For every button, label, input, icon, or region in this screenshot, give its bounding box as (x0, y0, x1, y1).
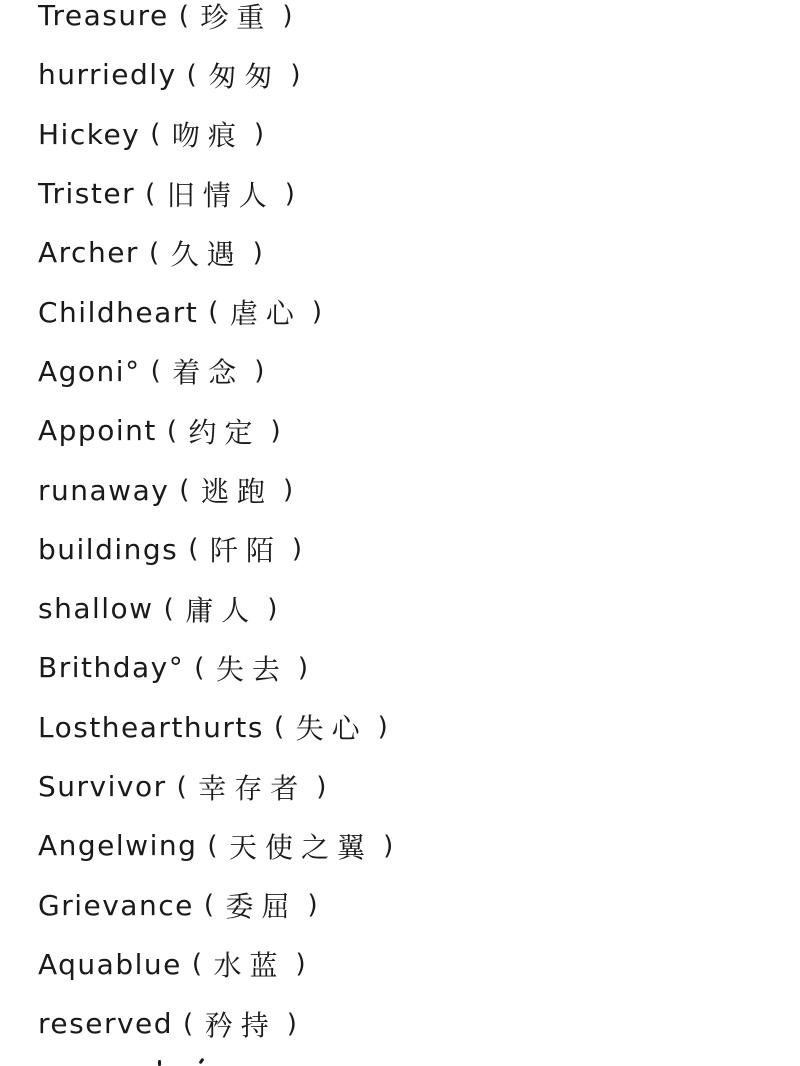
list-item (38, 816, 405, 875)
chinese-meaning: 阡陌 (209, 534, 282, 568)
english-word: Archer (38, 236, 139, 270)
chinese-meaning: 匆匆 (208, 59, 281, 93)
english-word: hurriedly (38, 58, 177, 92)
english-word: shallow (38, 592, 154, 626)
english-word: Losthearthurts (38, 710, 264, 744)
english-word: Grievance (38, 888, 194, 922)
english-word: Agoni° (38, 354, 141, 388)
close-paren: ) (286, 1008, 299, 1039)
chinese-meaning: 吻痕 (171, 119, 244, 153)
chinese-meaning: 庸人 (185, 593, 258, 627)
open-paren: ( (150, 119, 162, 150)
open-paren: ( (148, 237, 161, 268)
chinese-meaning: 着念 (172, 356, 245, 390)
english-word: Trister (38, 177, 136, 211)
open-paren: ( (274, 712, 286, 743)
cut-off-text-fragment (150, 1058, 210, 1066)
list-item (38, 342, 405, 401)
close-paren: ) (282, 475, 295, 506)
close-paren: ) (297, 652, 310, 683)
open-paren: ( (191, 949, 204, 980)
open-paren: ( (186, 59, 199, 90)
word-list (38, 0, 405, 1053)
chinese-meaning: 约定 (188, 415, 261, 449)
chinese-meaning: 虐心 (229, 297, 302, 331)
open-paren: ( (166, 415, 179, 446)
close-paren: ) (290, 59, 302, 90)
close-paren: ) (282, 0, 295, 31)
list-item (38, 638, 405, 697)
chinese-meaning: 幸存者 (198, 771, 307, 805)
english-word: Aquablue (38, 947, 182, 981)
list-item (38, 105, 405, 164)
chinese-meaning: 失去 (215, 652, 288, 686)
open-paren: ( (176, 771, 189, 802)
open-paren: ( (188, 534, 200, 565)
close-paren: ) (270, 415, 283, 446)
open-paren: ( (194, 652, 206, 683)
open-paren: ( (178, 0, 191, 31)
english-word: Brithday° (38, 651, 185, 685)
list-item (38, 520, 405, 579)
close-paren: ) (284, 178, 297, 209)
english-word: runaway (38, 473, 170, 507)
english-word: reserved (38, 1007, 174, 1041)
chinese-meaning: 天使之翼 (229, 830, 374, 864)
list-item (38, 401, 405, 460)
chinese-meaning: 失心 (295, 712, 368, 746)
open-paren: ( (163, 593, 176, 624)
list-item (38, 460, 405, 519)
close-paren: ) (254, 356, 266, 387)
close-paren: ) (377, 712, 390, 743)
english-word: buildings (38, 532, 179, 566)
open-paren: ( (145, 178, 157, 209)
english-word: Angelwing (38, 829, 198, 863)
english-word: Survivor (38, 770, 167, 803)
english-word: Appoint (38, 414, 157, 448)
open-paren: ( (208, 297, 220, 328)
close-paren: ) (267, 593, 279, 624)
list-item (38, 164, 405, 223)
open-paren: ( (203, 890, 216, 921)
close-paren: ) (316, 771, 328, 802)
english-word: Hickey (38, 117, 141, 151)
english-word: Childheart (38, 295, 199, 329)
close-paren: ) (383, 830, 395, 861)
close-paren: ) (253, 119, 266, 150)
open-paren: ( (207, 830, 220, 861)
list-item (38, 282, 405, 341)
list-item (38, 45, 405, 104)
list-item (38, 698, 405, 757)
chinese-meaning: 矜持 (204, 1008, 277, 1042)
close-paren: ) (307, 890, 320, 921)
english-word: Treasure (38, 0, 169, 33)
open-paren: ( (183, 1008, 195, 1039)
chinese-meaning: 逃跑 (200, 475, 273, 509)
chinese-meaning: 珍重 (200, 0, 273, 34)
chinese-meaning: 委屈 (225, 890, 298, 924)
list-item (38, 579, 405, 638)
close-paren: ) (295, 949, 308, 980)
chinese-meaning: 久遇 (170, 237, 243, 271)
close-paren: ) (311, 297, 324, 328)
close-paren: ) (291, 534, 304, 565)
chinese-meaning: 旧情人 (166, 178, 275, 212)
list-item (38, 757, 405, 816)
open-paren: ( (179, 475, 191, 506)
list-item (38, 223, 405, 282)
chinese-meaning: 水蓝 (213, 949, 286, 983)
list-item (38, 0, 405, 45)
list-item (38, 994, 405, 1053)
open-paren: ( (150, 356, 163, 387)
list-item (38, 875, 405, 934)
close-paren: ) (252, 237, 265, 268)
list-item (38, 935, 405, 994)
